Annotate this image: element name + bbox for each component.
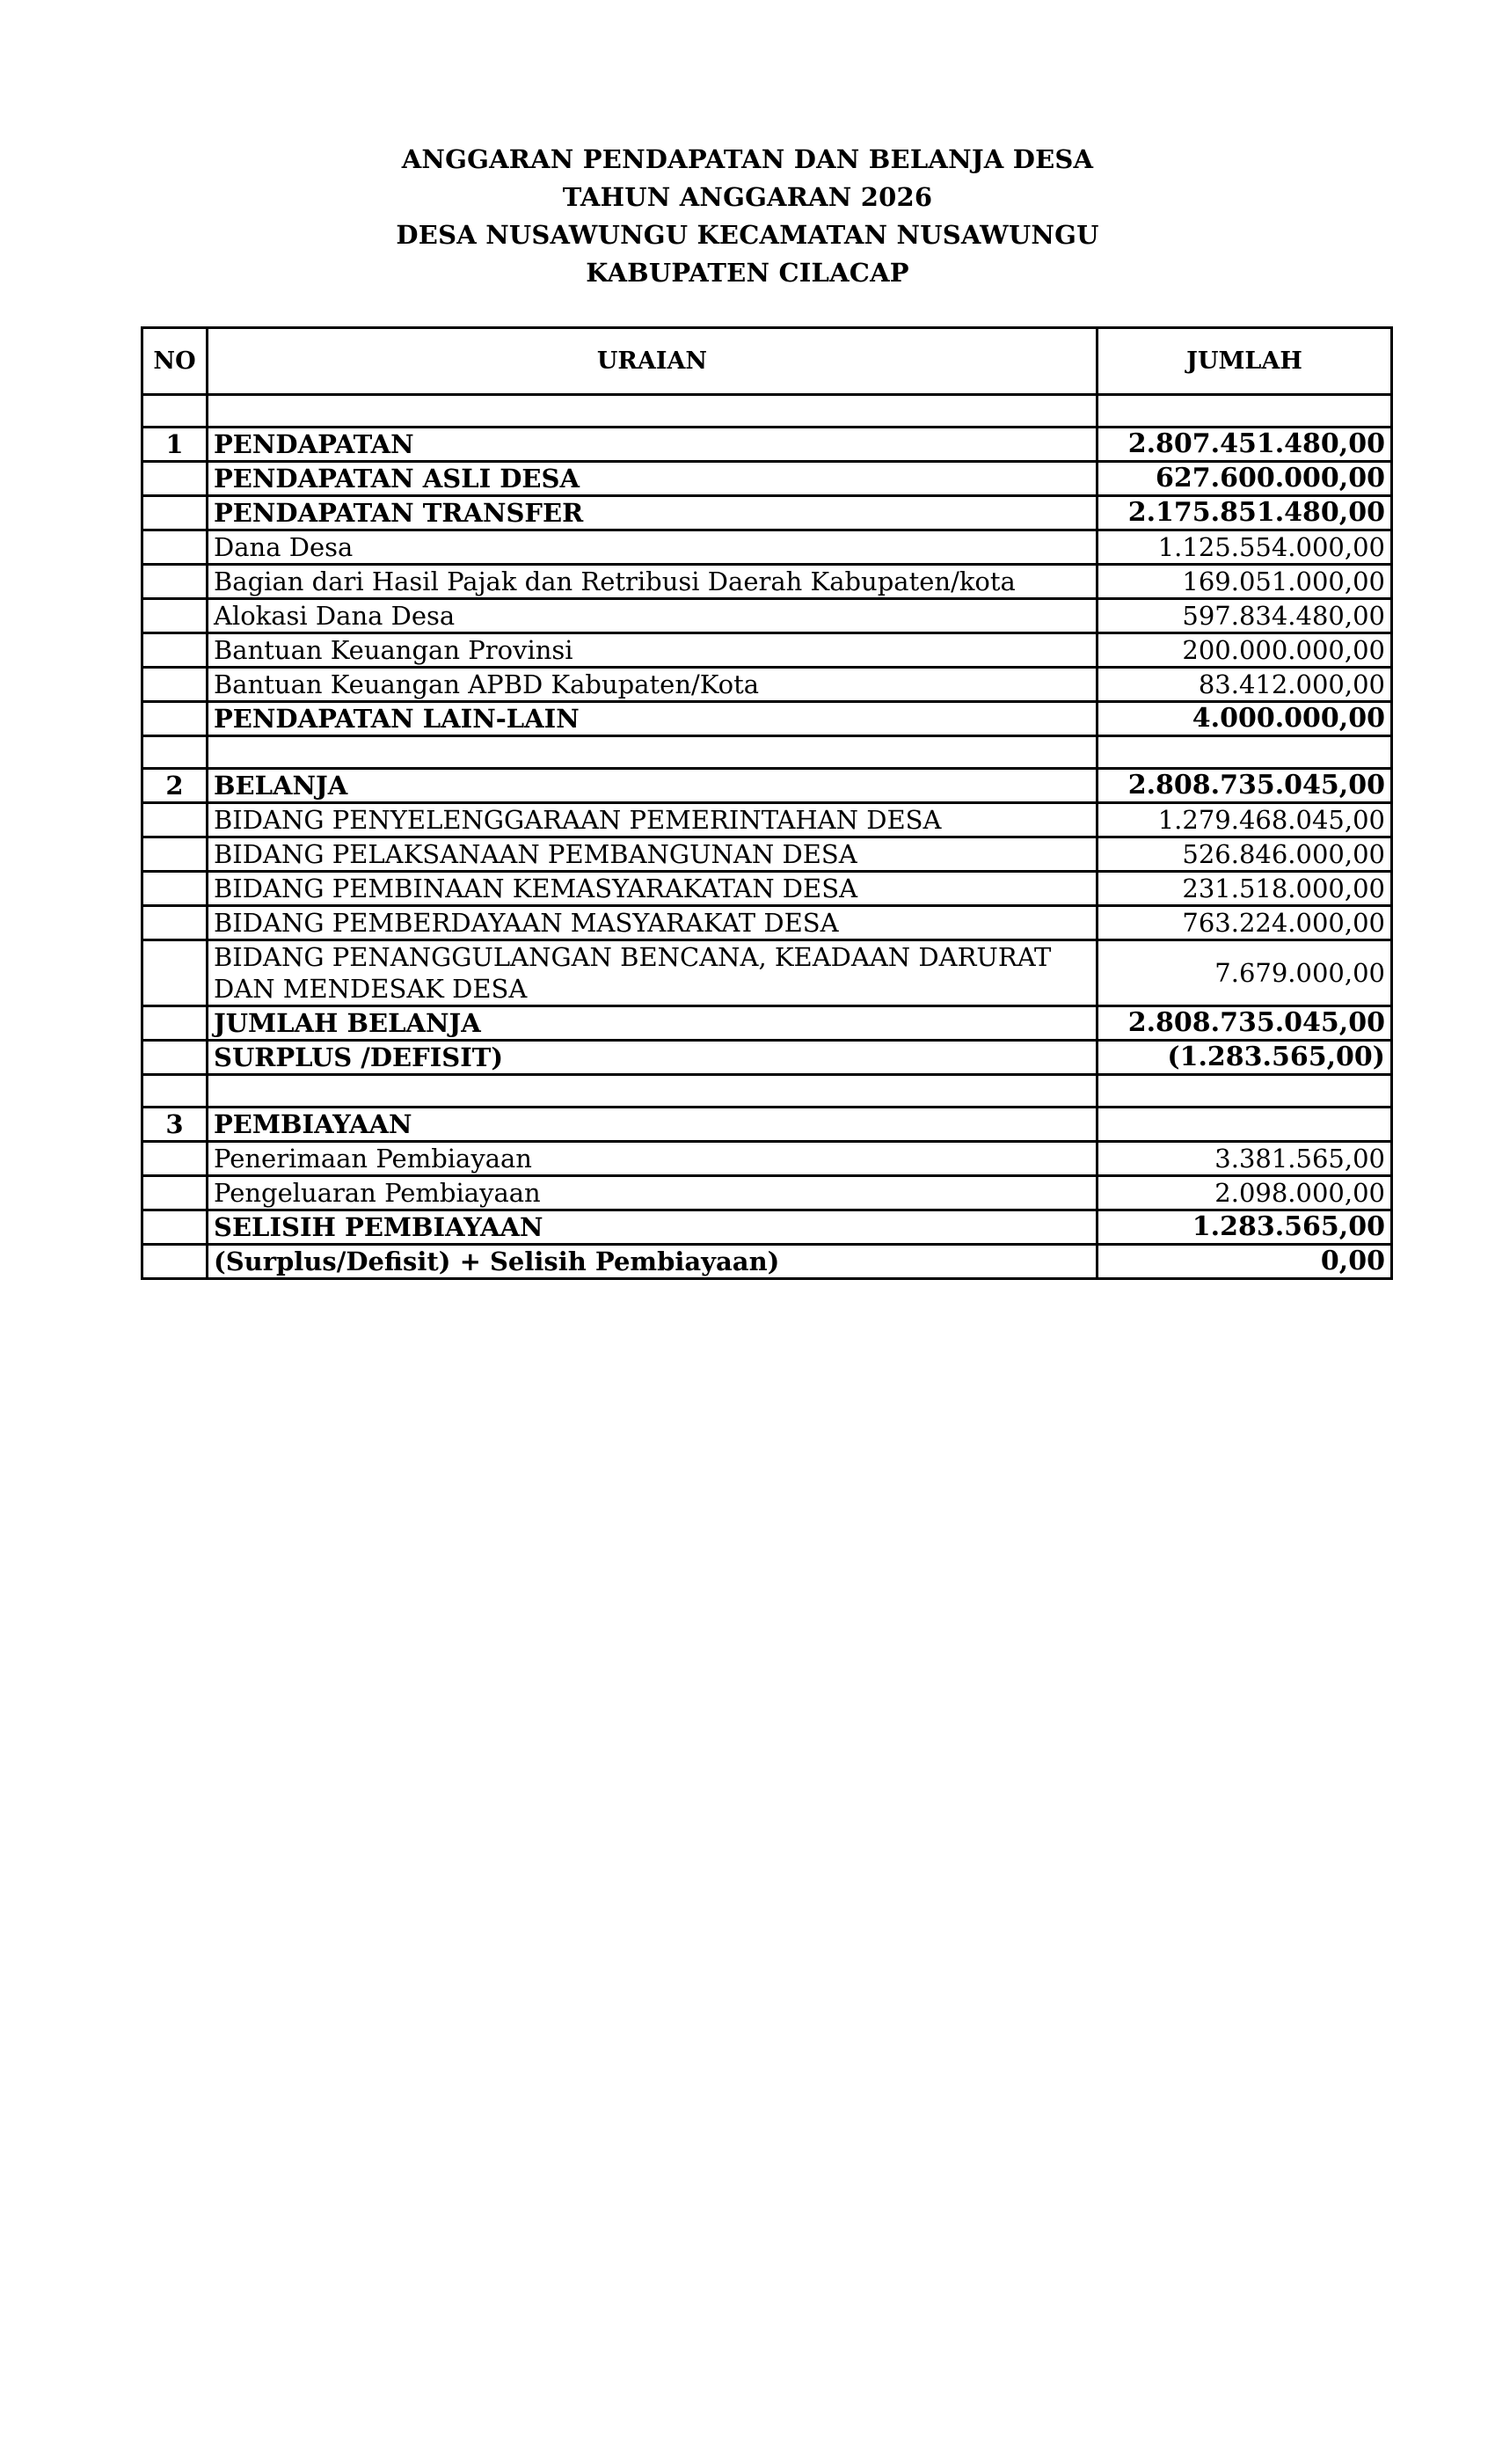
row-jumlah: 4.000.000,00 [1098, 702, 1392, 736]
table-row [142, 736, 1392, 769]
row-jumlah: 3.381.565,00 [1098, 1142, 1392, 1176]
column-header-no: NO [142, 328, 208, 395]
row-uraian: Bantuan Keuangan APBD Kabupaten/Kota [208, 668, 1098, 702]
row-no: 2 [142, 769, 208, 803]
budget-table [141, 326, 1393, 1280]
row-jumlah: 169.051.000,00 [1098, 565, 1392, 599]
row-uraian: BIDANG PENANGGULANGAN BENCANA, KEADAAN DARURAT DAN MENDESAK DESA [208, 940, 1098, 1006]
row-jumlah: 2.807.451.480,00 [1098, 428, 1392, 462]
row-no [142, 803, 208, 837]
row-no [142, 1176, 208, 1210]
row-no [142, 633, 208, 668]
row-no [142, 1075, 208, 1108]
table-row [142, 668, 1392, 702]
row-jumlah: 2.808.735.045,00 [1098, 769, 1392, 803]
table-row [142, 702, 1392, 736]
row-uraian: BIDANG PELAKSANAAN PEMBANGUNAN DESA [208, 837, 1098, 872]
row-uraian: BELANJA [208, 769, 1098, 803]
table-row [142, 906, 1392, 940]
row-uraian: Penerimaan Pembiayaan [208, 1142, 1098, 1176]
row-uraian: Alokasi Dana Desa [208, 599, 1098, 633]
row-no [142, 872, 208, 906]
row-no [142, 565, 208, 599]
row-jumlah: 0,00 [1098, 1245, 1392, 1279]
row-no [142, 1142, 208, 1176]
row-jumlah: 200.000.000,00 [1098, 633, 1392, 668]
row-no [142, 906, 208, 940]
row-no [142, 395, 208, 428]
row-no [142, 1041, 208, 1075]
table-row [142, 803, 1392, 837]
row-jumlah: 2.098.000,00 [1098, 1176, 1392, 1210]
row-jumlah: 627.600.000,00 [1098, 462, 1392, 496]
title-line-4: KABUPATEN CILACAP [586, 258, 909, 288]
row-jumlah [1098, 736, 1392, 769]
table-row [142, 940, 1392, 1006]
table-row [142, 428, 1392, 462]
row-no [142, 1210, 208, 1245]
row-jumlah: 7.679.000,00 [1098, 940, 1392, 1006]
row-uraian: Bagian dari Hasil Pajak dan Retribusi Daerah Kabupaten/kota [208, 565, 1098, 599]
row-jumlah: 526.846.000,00 [1098, 837, 1392, 872]
row-jumlah: 2.808.735.045,00 [1098, 1006, 1392, 1041]
row-no [142, 736, 208, 769]
row-uraian: PENDAPATAN LAIN-LAIN [208, 702, 1098, 736]
row-uraian [208, 736, 1098, 769]
row-no: 3 [142, 1108, 208, 1142]
row-uraian: SELISIH PEMBIAYAAN [208, 1210, 1098, 1245]
column-header-jumlah: JUMLAH [1098, 328, 1392, 395]
row-jumlah [1098, 395, 1392, 428]
row-no: 1 [142, 428, 208, 462]
row-uraian: (Surplus/Defisit) + Selisih Pembiayaan) [208, 1245, 1098, 1279]
row-uraian [208, 395, 1098, 428]
row-no [142, 668, 208, 702]
row-uraian: Dana Desa [208, 530, 1098, 565]
row-uraian: PENDAPATAN ASLI DESA [208, 462, 1098, 496]
row-jumlah: 1.279.468.045,00 [1098, 803, 1392, 837]
row-uraian: BIDANG PEMBINAAN KEMASYARAKATAN DESA [208, 872, 1098, 906]
row-no [142, 702, 208, 736]
row-jumlah: 1.125.554.000,00 [1098, 530, 1392, 565]
table-row [142, 1075, 1392, 1108]
row-no [142, 496, 208, 530]
row-uraian: BIDANG PEMBERDAYAAN MASYARAKAT DESA [208, 906, 1098, 940]
row-no [142, 599, 208, 633]
row-jumlah [1098, 1075, 1392, 1108]
title-line-3: DESA NUSAWUNGU KECAMATAN NUSAWUNGU [396, 220, 1099, 250]
table-row [142, 1176, 1392, 1210]
row-jumlah: (1.283.565,00) [1098, 1041, 1392, 1075]
row-uraian: Pengeluaran Pembiayaan [208, 1176, 1098, 1210]
table-row [142, 1041, 1392, 1075]
table-row [142, 462, 1392, 496]
table-row [142, 395, 1392, 428]
table-row [142, 1142, 1392, 1176]
row-uraian: PEMBIAYAAN [208, 1108, 1098, 1142]
table-row [142, 496, 1392, 530]
document-header [0, 141, 1495, 292]
table-row [142, 633, 1392, 668]
row-uraian: PENDAPATAN TRANSFER [208, 496, 1098, 530]
row-uraian: JUMLAH BELANJA [208, 1006, 1098, 1041]
row-jumlah: 763.224.000,00 [1098, 906, 1392, 940]
row-uraian: PENDAPATAN [208, 428, 1098, 462]
table-row [142, 837, 1392, 872]
title-line-2: TAHUN ANGGARAN 2026 [562, 182, 933, 212]
table-row [142, 530, 1392, 565]
table-row [142, 1210, 1392, 1245]
row-no [142, 940, 208, 1006]
row-no [142, 837, 208, 872]
table-row [142, 1245, 1392, 1279]
table-row [142, 872, 1392, 906]
row-jumlah: 597.834.480,00 [1098, 599, 1392, 633]
row-no [142, 462, 208, 496]
table-row [142, 769, 1392, 803]
row-jumlah: 1.283.565,00 [1098, 1210, 1392, 1245]
title-line-1: ANGGARAN PENDAPATAN DAN BELANJA DESA [401, 144, 1094, 174]
row-uraian: SURPLUS /DEFISIT) [208, 1041, 1098, 1075]
row-jumlah [1098, 1108, 1392, 1142]
row-uraian: BIDANG PENYELENGGARAAN PEMERINTAHAN DESA [208, 803, 1098, 837]
table-row [142, 1006, 1392, 1041]
table-header-row [142, 328, 1392, 395]
row-no [142, 1245, 208, 1279]
table-row [142, 1108, 1392, 1142]
row-jumlah: 231.518.000,00 [1098, 872, 1392, 906]
table-row [142, 565, 1392, 599]
row-uraian [208, 1075, 1098, 1108]
row-no [142, 1006, 208, 1041]
table-row [142, 599, 1392, 633]
row-no [142, 530, 208, 565]
row-uraian: Bantuan Keuangan Provinsi [208, 633, 1098, 668]
column-header-uraian: URAIAN [208, 328, 1098, 395]
row-jumlah: 2.175.851.480,00 [1098, 496, 1392, 530]
row-jumlah: 83.412.000,00 [1098, 668, 1392, 702]
